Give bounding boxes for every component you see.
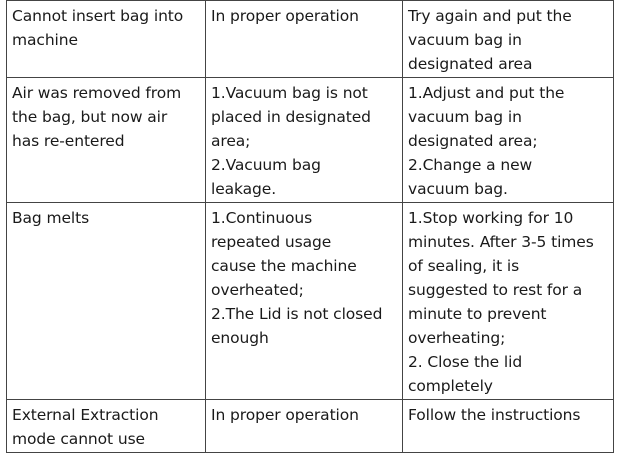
solution-cell: 1.Adjust and put the vacuum bag in designated area; 2.Change a new vacuum bag.	[403, 78, 614, 203]
table-row	[7, 1, 614, 78]
table-row	[7, 203, 614, 400]
solution-cell: Try again and put the vacuum bag in designated area	[403, 1, 614, 78]
problem-cell: Bag melts	[7, 203, 206, 400]
cause-cell: 1.Continuous repeated usage cause the machine overheated; 2.The Lid is not closed enough	[206, 203, 403, 400]
problem-cell: External Extraction mode cannot use	[7, 400, 206, 453]
cause-cell: In proper operation	[206, 1, 403, 78]
cause-cell: 1.Vacuum bag is not placed in designated area; 2.Vacuum bag leakage.	[206, 78, 403, 203]
troubleshooting-table	[6, 0, 614, 453]
cause-cell: In proper operation	[206, 400, 403, 453]
problem-cell: Air was removed from the bag, but now air has re-entered	[7, 78, 206, 203]
table-row	[7, 400, 614, 453]
table-row	[7, 78, 614, 203]
problem-cell: Cannot insert bag into machine	[7, 1, 206, 78]
solution-cell: 1.Stop working for 10 minutes. After 3-5 times of sealing, it is suggested to rest for a minute to prevent overheating; 2. Close the lid completely	[403, 203, 614, 400]
troubleshooting-table-container	[6, 0, 614, 453]
solution-cell: Follow the instructions	[403, 400, 614, 453]
